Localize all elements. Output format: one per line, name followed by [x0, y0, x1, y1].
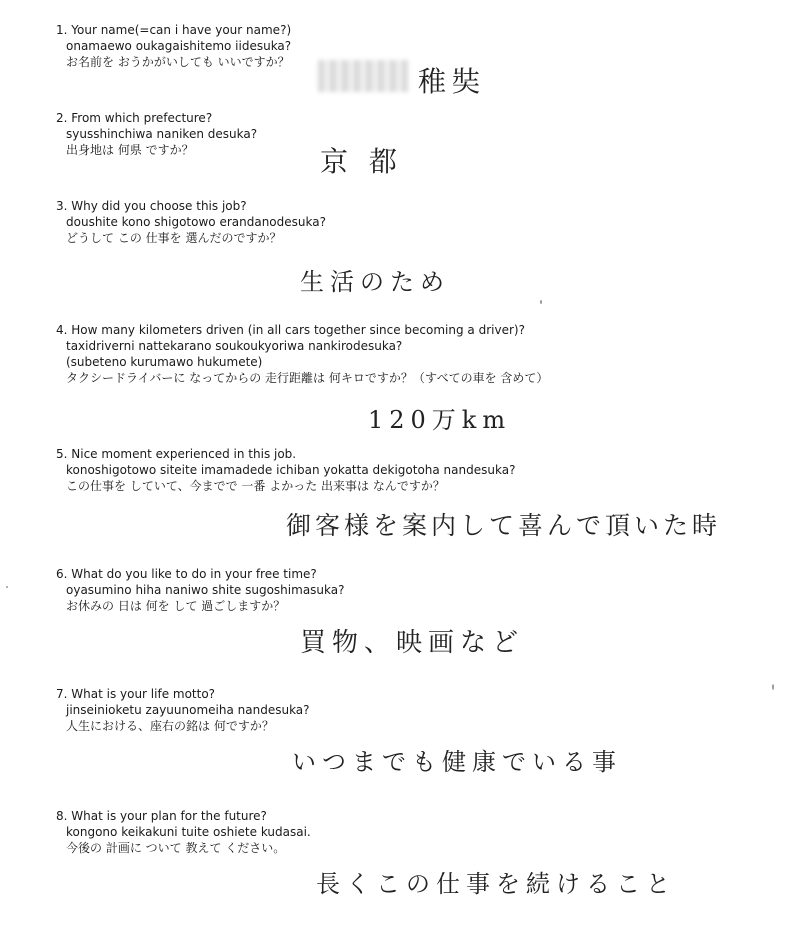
scan-speck — [6, 586, 8, 588]
question-7 — [56, 686, 310, 734]
question-title: 8. What is your plan for the future? — [56, 809, 267, 823]
question-title: 4. How many kilometers driven (in all cars together since becoming a driver)? — [56, 323, 525, 337]
question-japanese: お休みの 日は 何を して 過ごしますか？ — [66, 599, 286, 613]
question-romaji: syusshinchiwa naniken desuka? — [66, 127, 258, 141]
question-romaji: jinseinioketu zayuunomeiha nandesuka? — [66, 703, 310, 717]
question-title: 7. What is your life motto? — [56, 687, 216, 701]
answer-2: 京 都 — [320, 145, 403, 178]
answer-5: 御客様を案内して喜んで頂いた時 — [286, 511, 722, 540]
answer-8: 長くこの仕事を続けること — [316, 870, 676, 898]
question-note: (subeteno kurumawo hukumete) — [66, 355, 263, 369]
question-romaji: onamaewo oukagaishitemo iidesuka? — [66, 39, 292, 53]
question-3 — [56, 198, 326, 246]
question-6 — [56, 566, 344, 614]
scan-speck — [772, 684, 774, 690]
question-japanese: この仕事を していて、今までで 一番 よかった 出来事は なんですか？ — [66, 479, 445, 493]
question-japanese: 人生における、座右の銘は 何ですか？ — [66, 719, 274, 733]
question-1 — [56, 22, 291, 70]
redacted-surname — [318, 60, 408, 92]
question-japanese: タクシードライバーに なってからの 走行距離は 何キロですか？（すべての車を 含めて） — [66, 371, 549, 385]
question-romaji: kongono keikakuni tuite oshiete kudasai. — [66, 825, 311, 839]
question-japanese: お名前を おうかがいしても いいですか？ — [66, 55, 290, 69]
question-japanese: どうして この 仕事を 選んだのですか？ — [66, 231, 282, 245]
question-8 — [56, 808, 311, 856]
answer-4: 120万km — [368, 406, 512, 434]
question-romaji: konoshigotowo siteite imamadede ichiban yokatta dekigotoha nandesuka? — [66, 463, 516, 477]
question-japanese: 出身地は 何県 ですか？ — [66, 143, 194, 157]
question-japanese: 今後の 計画に ついて 教えて ください。 — [66, 841, 286, 855]
question-title: 5. Nice moment experienced in this job. — [56, 447, 297, 461]
question-romaji: oyasumino hiha naniwo shite sugoshimasuka? — [66, 583, 345, 597]
question-2 — [56, 110, 257, 158]
question-romaji: doushite kono shigotowo erandanodesuka? — [66, 215, 326, 229]
answer-1: 稚奘 — [418, 65, 487, 98]
question-title: 1. Your name(=can i have your name?) — [56, 23, 292, 37]
answer-6: 買物、映画など — [300, 628, 525, 658]
answer-3: 生活のため — [300, 268, 450, 296]
question-title: 2. From which prefecture? — [56, 111, 213, 125]
question-title: 6. What do you like to do in your free time? — [56, 567, 317, 581]
question-romaji: taxidriverni nattekarano soukoukyoriwa nankirodesuka? — [66, 339, 403, 353]
question-4 — [56, 322, 548, 386]
answer-7: いつまでも健康でいる事 — [292, 748, 622, 776]
question-5 — [56, 446, 515, 494]
scan-speck — [540, 300, 542, 304]
question-title: 3. Why did you choose this job? — [56, 199, 247, 213]
